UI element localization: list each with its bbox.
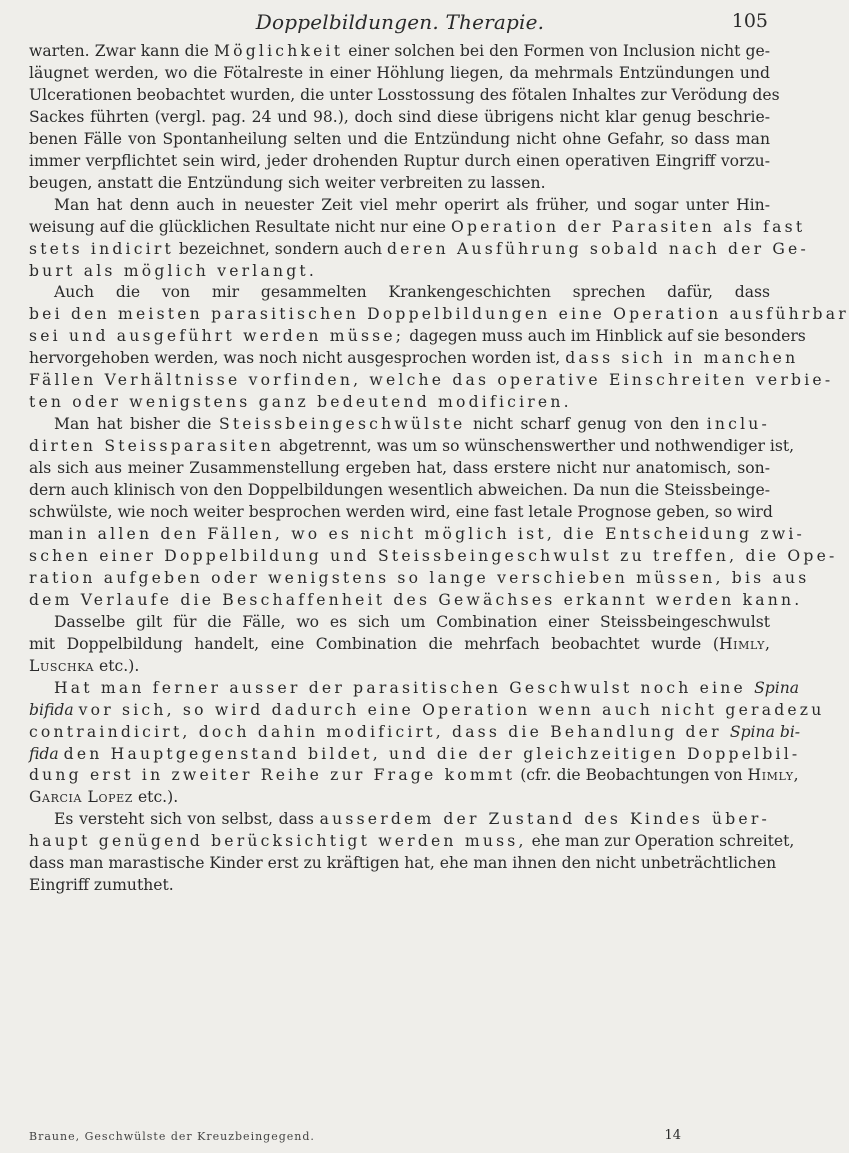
text-line: weisung auf die glücklichen Resultate nicht nur eine Operation der Parasiten als fast <box>29 217 806 236</box>
emphasis: ausserdem der Zustand des Kindes über- <box>319 810 770 829</box>
italic-term: bifida <box>29 700 74 719</box>
emphasis: inclu- <box>706 415 771 434</box>
page-number: 105 <box>731 10 768 32</box>
text-line: Auch die von mir gesammelten Krankengeschichten sprechen dafür, dass <box>54 283 770 302</box>
text-line: Man hat denn auch in neuester Zeit viel mehr operirt als früher, und sogar unter Hin- <box>54 195 770 214</box>
emphasis: bei den meisten parasitischen Doppelbildungen eine Operation ausführbar <box>29 305 849 324</box>
italic-term: Spina bi- <box>729 722 801 741</box>
text-line: immer verpflichtet sein wird, jeder drohenden Ruptur durch einen operativen Eingriff vorzu- <box>29 151 770 170</box>
text-line: Man hat bisher die Steissbeingeschwülste nicht scharf genug von den inclu- <box>54 415 771 434</box>
running-title: Doppelbildungen. Therapie. <box>255 10 545 34</box>
text-line: beugen, anstatt die Entzündung sich weiter verbreiten zu lassen. <box>29 173 546 192</box>
emphasis: haupt genügend berücksichtigt werden muss, <box>29 832 527 851</box>
author-name: Himly <box>718 634 766 653</box>
italic-term: Spina <box>754 678 800 697</box>
text-line: Luschka etc.). <box>29 656 140 675</box>
text-line <box>29 722 801 744</box>
text-line <box>29 568 810 590</box>
text-line <box>29 678 800 700</box>
emphasis: deren Ausführung sobald nach der Ge- <box>386 239 809 258</box>
emphasis: burt als möglich verlangt. <box>29 261 318 280</box>
italic-term: fida <box>29 744 59 763</box>
emphasis: Fällen Verhältnisse vorfinden, welche das operative Einschreiten verbie- <box>29 371 834 390</box>
author-name: Garcia Lopez <box>29 788 133 807</box>
signature-line: Braune, Geschwülste der Kreuzbeingegend. <box>29 1130 315 1143</box>
text-line: warten. Zwar kann die Möglichkeit einer solchen bei den Formen von Inclusion nicht ge- <box>29 42 770 60</box>
emphasis: sei und ausgeführt werden müsse; <box>29 327 405 346</box>
text-line: Es versteht sich von selbst, dass ausserdem der Zustand des Kindes über- <box>54 810 770 829</box>
emphasis: vor sich, so wird dadurch eine Operation wenn auch nicht geradezu <box>78 700 825 719</box>
text-line <box>29 744 801 766</box>
text-line: dern auch klinisch von den Doppelbildungen wesentlich abweichen. Da nun die Steissbeinge- <box>29 481 770 500</box>
running-header <box>0 6 800 38</box>
text-line: dung erst in zweiter Reihe zur Frage kommt (cfr. die Beobachtungen von Himly, <box>29 766 799 785</box>
text-line <box>29 304 849 326</box>
emphasis: ten oder wenigstens ganz bedeutend modificiren. <box>29 393 572 412</box>
page-footer <box>29 1130 770 1148</box>
text-line <box>29 590 803 612</box>
text-line: dass man marastische Kinder erst zu kräftigen hat, ehe man ihnen den nicht unbeträchtlichen <box>29 854 777 873</box>
text-line: als sich aus meiner Zusammenstellung ergeben hat, dass erstere nicht nur anatomisch, son- <box>29 459 770 478</box>
sheet-number: 14 <box>664 1128 681 1143</box>
text-line: man in allen den Fällen, wo es nicht möglich ist, die Entscheidung zwi- <box>29 524 806 543</box>
text-line <box>29 392 770 414</box>
emphasis: Steissbeingeschwülste <box>218 415 466 434</box>
text-line: stets indicirt bezeichnet, sondern auch deren Ausführung sobald nach der Ge- <box>29 239 809 258</box>
text-line: schwülste, wie noch weiter besprochen werden wird, eine fast letale Prognose geben, so wird <box>29 503 773 522</box>
emphasis: Hat man ferner ausser der parasitischen Geschwulst noch eine <box>54 678 755 697</box>
text-line <box>29 261 770 283</box>
emphasis: contraindicirt, doch dahin modificirt, dass die Behandlung der <box>29 722 730 741</box>
text-line: hervorgehoben werden, was noch nicht ausgesprochen worden ist, dass sich in manchen <box>29 349 799 368</box>
text-line: dirten Steissparasiten abgetrennt, was um so wünschenswerther und nothwendiger ist, <box>29 437 795 456</box>
text-line: Garcia Lopez etc.). <box>29 788 179 807</box>
emphasis: stets indicirt <box>29 239 174 258</box>
emphasis: in allen den Fällen, wo es nicht möglich ist, die Entscheidung zwi- <box>68 524 806 543</box>
text-line <box>29 700 825 722</box>
text-line <box>29 546 838 568</box>
text-line: Dasselbe gilt für die Fälle, wo es sich um Combination einer Steissbeingeschwulst <box>54 612 770 631</box>
emphasis: Operation der Parasiten als fast <box>450 217 806 236</box>
text-line: Ulcerationen beobachtet wurden, die unter Losstossung des fötalen Inhaltes zur Verödung des <box>29 85 780 104</box>
text-line: sei und ausgeführt werden müsse; dagegen muss auch im Hinblick auf sie besonders <box>29 327 806 346</box>
emphasis: ration aufgeben oder wenigstens so lange verschieben müssen, bis aus <box>29 568 810 587</box>
body-text <box>29 41 849 897</box>
emphasis: dem Verlaufe die Beschaffenheit des Gewächses erkannt werden kann. <box>29 590 803 609</box>
text-line: benen Fälle von Spontanheilung selten und die Entzündung nicht ohne Gefahr, so dass man <box>29 129 770 148</box>
emphasis: Möglichkeit <box>213 42 344 60</box>
emphasis: schen einer Doppelbildung und Steissbeingeschwulst zu treffen, die Ope- <box>29 546 838 565</box>
text-line: Sackes führten (vergl. pag. 24 und 98.), doch sind diese übrigens nicht klar genug beschrie- <box>29 107 770 126</box>
text-line: Eingriff zumuthet. <box>29 876 174 895</box>
text-line: mit Doppelbildung handelt, eine Combination die mehrfach beobachtet wurde (Himly, <box>29 634 770 653</box>
emphasis: dass sich in manchen <box>565 349 799 368</box>
text-line <box>29 370 834 392</box>
author-name: Luschka <box>29 656 95 675</box>
author-name: Himly <box>747 766 794 785</box>
emphasis: dung erst in zweiter Reihe zur Frage kommt <box>29 766 516 785</box>
text-line: läugnet werden, wo die Fötalreste in einer Höhlung liegen, da mehrmals Entzündungen und <box>29 63 770 82</box>
text-line: haupt genügend berücksichtigt werden muss, ehe man zur Operation schreitet, <box>29 832 795 851</box>
emphasis: dirten Steissparasiten <box>29 437 275 456</box>
emphasis: den Hauptgegenstand bildet, und die der gleichzeitigen Doppelbil- <box>63 744 801 763</box>
